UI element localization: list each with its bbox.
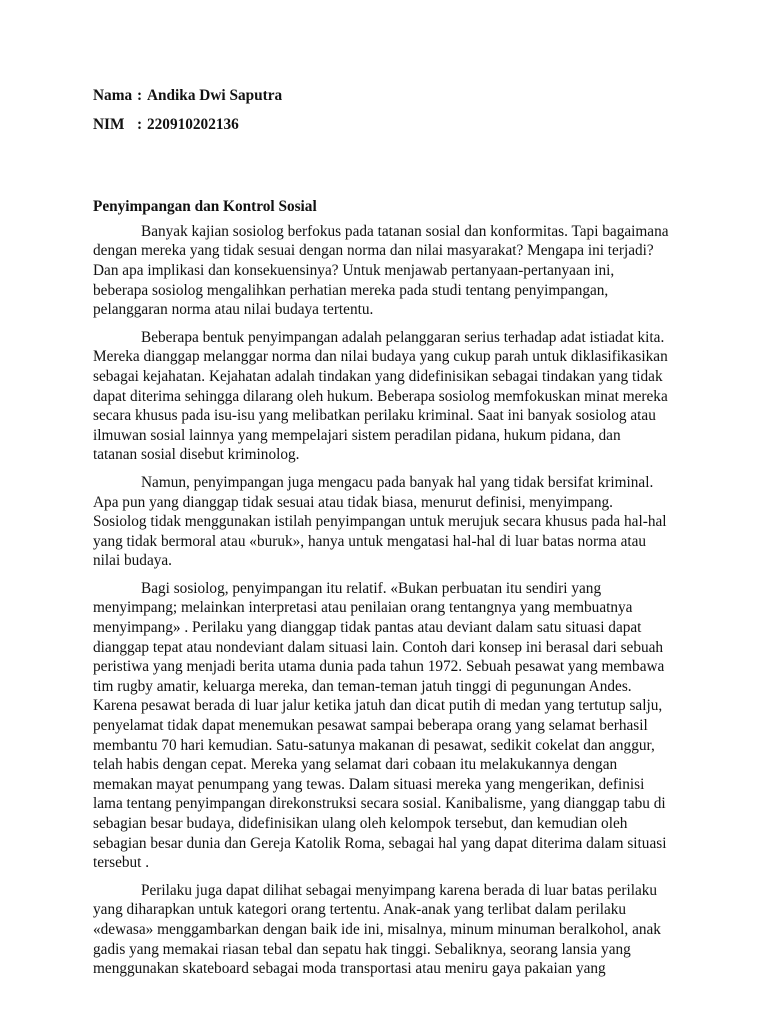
paragraph-line: menyimpang» . Perilaku yang dianggap tidak pantas atau deviant dalam satu situasi dapat bbox=[93, 619, 642, 637]
paragraph-line: beberapa sosiolog mengalihkan perhatian mereka pada studi tentang penyimpangan, bbox=[93, 281, 609, 299]
paragraph-line: Mereka dianggap melanggar norma dan nilai budaya yang cukup parah untuk diklasifikasikan bbox=[93, 348, 668, 366]
nim-separator: : bbox=[137, 115, 143, 133]
paragraph-line: membantu 70 hari kemudian. Satu-satunya makanan di pesawat, sedikit cokelat dan anggur, bbox=[93, 736, 655, 754]
document-page bbox=[93, 86, 678, 987]
paragraph-line: sebagian besar budaya, didefinisikan ulang oleh kelompok tersebut, dan kemudian oleh bbox=[93, 815, 628, 832]
document-title: Penyimpangan dan Kontrol Sosial bbox=[93, 198, 317, 216]
body-paragraph bbox=[93, 328, 678, 465]
paragraph-line: Namun, penyimpangan juga mengacu pada banyak hal yang tidak bersifat kriminal. bbox=[141, 473, 654, 491]
paragraph-line: Dan apa implikasi dan konsekuensinya? Untuk menjawab pertanyaan-pertanyaan ini, bbox=[93, 261, 615, 279]
paragraph-line: tatanan sosial disebut kriminolog. bbox=[93, 446, 300, 464]
paragraph-line: yang tidak bermoral atau «buruk», hanya untuk mengatasi hal-hal di luar batas norma atau bbox=[93, 532, 647, 550]
paragraph-line: pelanggaran norma atau nilai budaya tertentu. bbox=[93, 301, 374, 319]
document-body bbox=[93, 222, 678, 979]
paragraph-line: nilai budaya. bbox=[93, 552, 173, 570]
paragraph-line: sebagian besar dunia dan Gereja Katolik Roma, sebagai hal yang dapat diterima dalam situasi bbox=[93, 834, 667, 852]
paragraph-line: Apa pun yang dianggap tidak sesuai atau tidak biasa, menurut definisi, menyimpang. bbox=[93, 493, 613, 511]
paragraph-line: dapat diterima sehingga dilarang oleh hukum. Beberapa sosiolog memfokuskan minat mereka bbox=[93, 387, 668, 405]
paragraph-line: Sosiolog tidak menggunakan istilah penyimpangan untuk merujuk secara khusus pada hal-hal bbox=[93, 513, 667, 531]
paragraph-line: peristiwa yang menjadi berita utama dunia pada tahun 1972. Sebuah pesawat yang membawa bbox=[93, 658, 665, 676]
paragraph-line: Beberapa bentuk penyimpangan adalah pelanggaran serius terhadap adat istiadat kita. bbox=[141, 328, 665, 346]
paragraph-line: tim rugby amatir, keluarga mereka, dan teman-teman jatuh tinggi di pegunungan Andes. bbox=[93, 677, 632, 695]
body-paragraph bbox=[93, 579, 678, 873]
body-paragraph bbox=[93, 473, 678, 571]
paragraph-line: lama tentang penyimpangan direkonstruksi secara sosial. Kanibalisme, yang dianggap tabu di bbox=[93, 795, 666, 813]
name-label: Nama bbox=[93, 87, 133, 104]
name-row bbox=[93, 86, 678, 106]
paragraph-line: menyimpang; melainkan interpretasi atau penilaian orang tentangnya yang membuatnya bbox=[93, 599, 633, 617]
nim-label: NIM bbox=[93, 115, 125, 133]
body-paragraph bbox=[93, 222, 678, 320]
paragraph-line: memakan mayat penumpang yang tewas. Dalam situasi mereka yang mengerikan, definisi bbox=[93, 775, 645, 793]
paragraph-line: gadis yang memakai riasan tebal dan sepatu hak tinggi. Sebaliknya, seorang lansia yang bbox=[93, 940, 631, 958]
paragraph-line: dengan mereka yang tidak sesuai dengan norma dan nilai masyarakat? Mengapa ini terjadi? bbox=[93, 242, 654, 260]
paragraph-line: secara khusus pada isu-isu yang melibatkan perilaku kriminal. Saat ini banyak sosiolog atau bbox=[93, 407, 656, 425]
paragraph-line: ilmuwan sosial lainnya yang mempelajari sistem peradilan pidana, hukum pidana, dan bbox=[93, 426, 621, 444]
paragraph-line: dianggap tepat atau nondeviant dalam situasi lain. Contoh dari konsep ini berasal dari sebuah bbox=[93, 638, 664, 656]
body-paragraph bbox=[93, 881, 678, 979]
paragraph-line: Perilaku juga dapat dilihat sebagai menyimpang karena berada di luar batas perilaku bbox=[141, 881, 658, 899]
paragraph-line: «dewasa» menggambarkan dengan baik ide ini, misalnya, minum minuman beralkohol, anak bbox=[93, 920, 661, 938]
paragraph-line: penyelamat tidak dapat menemukan pesawat sampai beberapa orang yang selamat berhasil bbox=[93, 717, 648, 735]
nim-row bbox=[93, 115, 678, 135]
paragraph-line: yang diharapkan untuk kategori orang tertentu. Anak-anak yang terlibat dalam perilaku bbox=[93, 901, 627, 919]
nim-value: 220910202136 bbox=[147, 115, 239, 133]
name-separator: : bbox=[137, 87, 143, 104]
paragraph-line: telah habis dengan cepat. Mereka yang selamat dari cobaan itu melakukannya dengan bbox=[93, 756, 618, 774]
name-value: Andika Dwi Saputra bbox=[147, 87, 283, 104]
paragraph-line: tersebut . bbox=[93, 854, 150, 872]
paragraph-line: Karena pesawat berada di luar jalur ketika jatuh dan dicat putih di medan yang tertutup salju, bbox=[93, 697, 663, 715]
paragraph-line: sebagai kejahatan. Kejahatan adalah tindakan yang didefinisikan sebagai tindakan yang tidak bbox=[93, 367, 663, 385]
paragraph-line: Banyak kajian sosiolog berfokus pada tatanan sosial dan konformitas. Tapi bagaimana bbox=[141, 222, 669, 240]
paragraph-line: menggunakan skateboard sebagai moda transportasi atau meniru gaya pakaian yang bbox=[93, 960, 606, 978]
paragraph-line: Bagi sosiolog, penyimpangan itu relatif. «Bukan perbuatan itu sendiri yang bbox=[141, 579, 602, 597]
